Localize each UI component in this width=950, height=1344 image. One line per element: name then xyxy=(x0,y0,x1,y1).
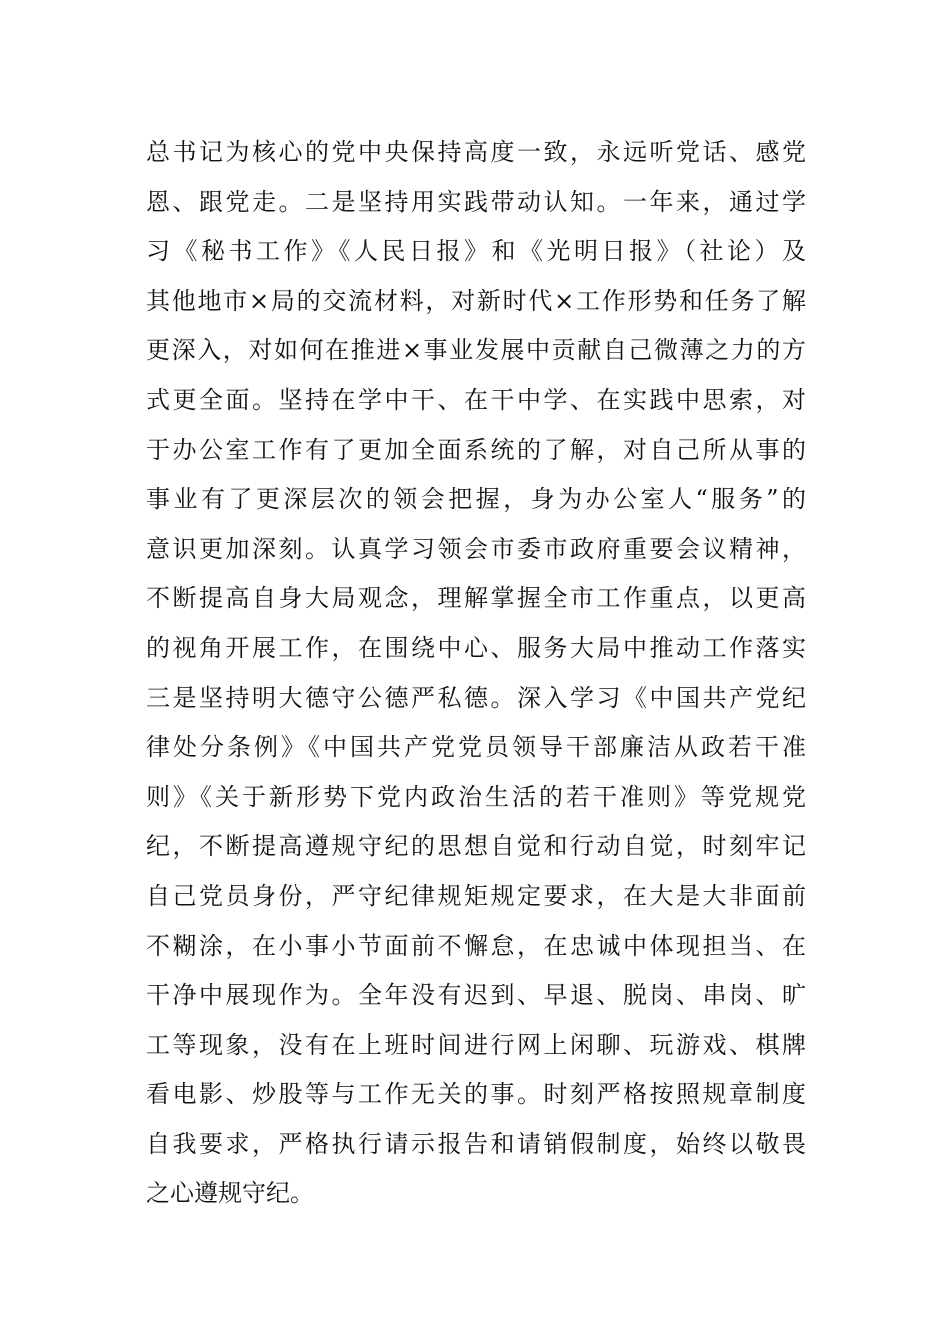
paragraph-line: 式更全面。坚持在学中干、在干中学、在实践中思索，对 xyxy=(146,385,806,414)
paragraph-line: 不糊涂，在小事小节面前不懈怠，在忠诚中体现担当、在 xyxy=(146,931,806,960)
paragraph-line: 习《秘书工作》《人民日报》和《光明日报》（社论）及 xyxy=(146,237,806,266)
paragraph-line: 工等现象，没有在上班时间进行网上闲聊、玩游戏、棋牌 xyxy=(146,1030,806,1059)
paragraph-line: 恩、跟党走。二是坚持用实践带动认知。一年来，通过学 xyxy=(146,187,806,216)
paragraph-line: 事业有了更深层次的领会把握，身为办公室人“服务”的 xyxy=(146,485,806,514)
paragraph-line: 意识更加深刻。认真学习领会市委市政府重要会议精神， xyxy=(146,534,806,563)
paragraph-line: 于办公室工作有了更加全面系统的了解，对自己所从事的 xyxy=(146,435,806,464)
paragraph-line: 不断提高自身大局观念，理解掌握全市工作重点，以更高 xyxy=(146,584,806,613)
paragraph-line: 三是坚持明大德守公德严私德。深入学习《中国共产党纪 xyxy=(146,683,806,712)
paragraph-line: 更深入，对如何在推进×事业发展中贡献自己微薄之力的方 xyxy=(146,336,806,365)
paragraph-line: 的视角开展工作，在围绕中心、服务大局中推动工作落实 xyxy=(146,633,806,662)
body-paragraph xyxy=(146,128,806,1219)
paragraph-line: 纪，不断提高遵规守纪的思想自觉和行动自觉，时刻牢记 xyxy=(146,832,806,861)
paragraph-line: 自我要求，严格执行请示报告和请销假制度，始终以敬畏 xyxy=(146,1129,806,1158)
paragraph-line: 律处分条例》《中国共产党党员领导干部廉洁从政若干准 xyxy=(146,733,806,762)
paragraph-line: 自己党员身份，严守纪律规矩规定要求，在大是大非面前 xyxy=(146,881,806,910)
paragraph-line: 干净中展现作为。全年没有迟到、早退、脱岗、串岗、旷 xyxy=(146,981,806,1010)
paragraph-line: 总书记为核心的党中央保持高度一致，永远听党话、感党 xyxy=(146,138,806,166)
paragraph-line: 之心遵规守纪。 xyxy=(146,1179,314,1208)
paragraph-line: 其他地市×局的交流材料，对新时代×工作形势和任务了解 xyxy=(146,286,806,315)
paragraph-line: 则》《关于新形势下党内政治生活的若干准则》等党规党 xyxy=(146,782,806,811)
paragraph-line: 看电影、炒股等与工作无关的事。时刻严格按照规章制度 xyxy=(146,1080,806,1109)
